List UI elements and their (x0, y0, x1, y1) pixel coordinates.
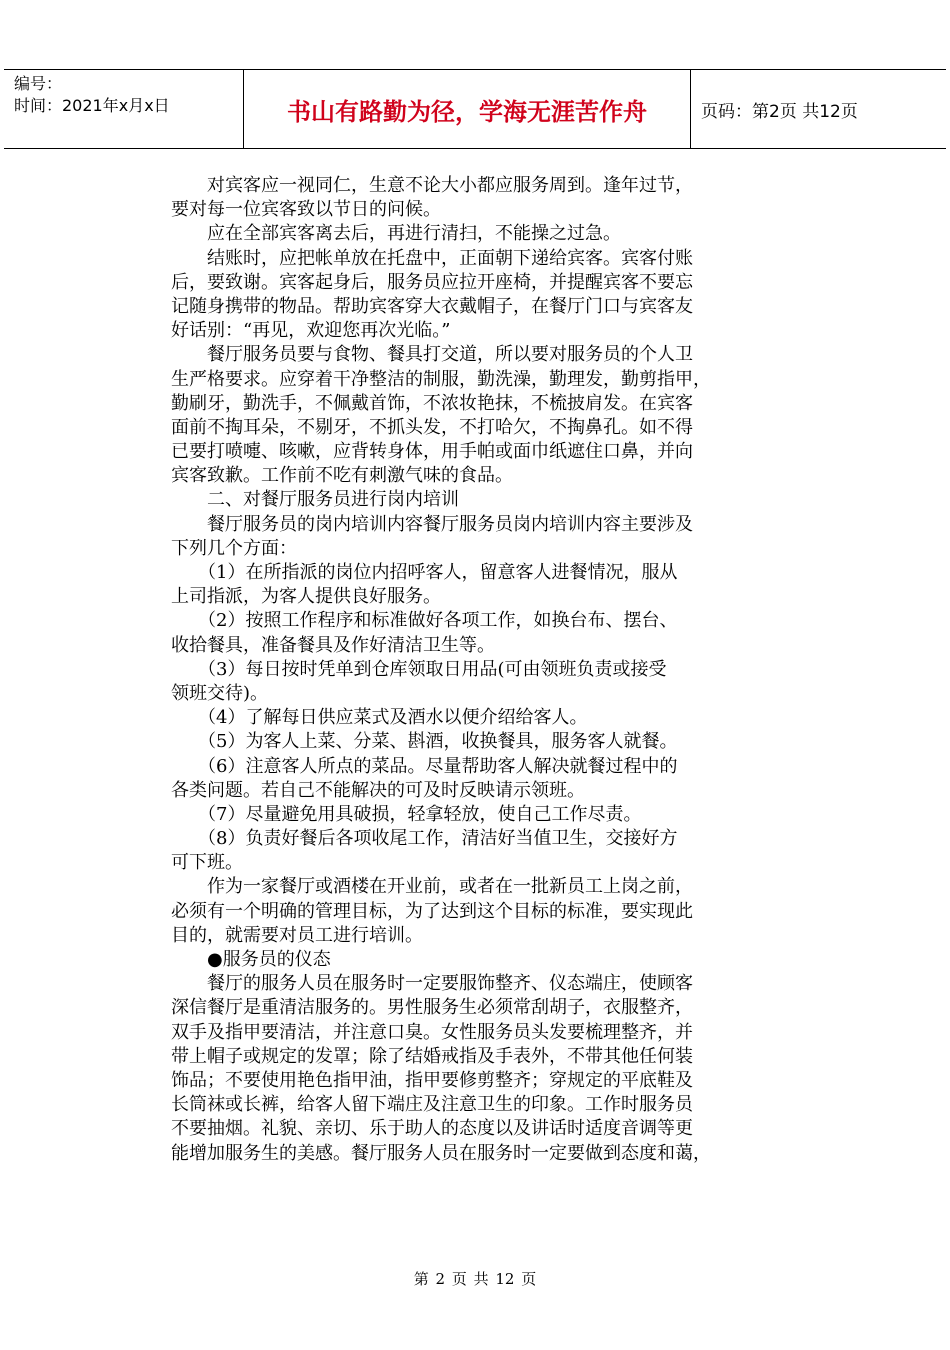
body-line: 结账时，应把帐单放在托盘中，正面朝下递给宾客。宾客付账 (171, 247, 693, 269)
body-line: 餐厅的服务人员在服务时一定要服饰整齐、仪态端庄，使顾客 (171, 973, 693, 995)
body-line: 勤刷牙，勤洗手，不佩戴首饰，不浓妆艳抹，不梳披肩发。在宾客 (171, 392, 693, 414)
body-line: 领班交待)。 (171, 682, 269, 704)
body-line: 宾客致歉。工作前不吃有刺激气味的食品。 (171, 465, 513, 487)
body-line: 已要打喷嚏、咳嗽，应背转身体，用手帕或面巾纸遮住口鼻，并向 (171, 441, 693, 463)
body-line: 记随身携带的物品。帮助宾客穿大衣戴帽子，在餐厅门口与宾客友 (171, 295, 693, 317)
body-line: 各类问题。若自己不能解决的可及时反映请示领班。 (171, 779, 585, 801)
body-line: 带上帽子或规定的发罩；除了结婚戒指及手表外，不带其他任何装 (171, 1045, 693, 1067)
body-line: 收拾餐具，准备餐具及作好清洁卫生等。 (171, 634, 495, 656)
header-page-cell (691, 70, 946, 148)
serial-number-label: 编号： (14, 74, 63, 93)
document-body (171, 174, 791, 1166)
body-line: 餐厅服务员的岗内培训内容餐厅服务员岗内培训内容主要涉及 (171, 513, 693, 535)
body-line: 要对每一位宾客致以节日的问候。 (171, 199, 441, 221)
body-line: 深信餐厅是重清洁服务的。男性服务生必须常刮胡子，衣服整齐， (171, 997, 693, 1019)
body-line: 双手及指甲要清洁，并注意口臭。女性服务员头发要梳理整齐，并 (171, 1021, 693, 1043)
body-line: 下列几个方面： (171, 537, 297, 559)
body-line: （5）为客人上菜、分菜、斟酒，收换餐具，服务客人就餐。 (171, 731, 678, 753)
body-line: （7）尽量避免用具破损，轻拿轻放，使自己工作尽责。 (171, 803, 642, 825)
body-line: （4）了解每日供应菜式及酒水以便介绍给客人。 (171, 707, 588, 729)
body-line: （8）负责好餐后各项收尾工作，清洁好当值卫生，交接好方 (171, 828, 678, 850)
body-line: 好话别：“再见，欢迎您再次光临。” (171, 320, 451, 342)
body-line: 可下班。 (171, 852, 243, 874)
date-label: 时间：2021年x月x日 (14, 96, 170, 115)
body-line: 上司指派，为客人提供良好服务。 (171, 586, 441, 608)
body-line: （1）在所指派的岗位内招呼客人，留意客人进餐情况，服从 (171, 562, 678, 583)
body-line: 面前不掏耳朵，不剔牙，不抓头发，不打哈欠，不掏鼻孔。如不得 (171, 416, 693, 438)
body-line: （2）按照工作程序和标准做好各项工作，如换台布、摆台、 (171, 610, 678, 632)
body-line: 生严格要求。应穿着干净整洁的制服，勤洗澡，勤理发，勤剪指甲， (171, 368, 711, 390)
header-motto-cell (244, 70, 691, 148)
body-line: 饰品；不要使用艳色指甲油，指甲要修剪整齐；穿规定的平底鞋及 (171, 1069, 693, 1091)
body-line: 长筒袜或长裤，给客人留下端庄及注意卫生的印象。工作时服务员 (171, 1094, 693, 1116)
body-line: ●服务员的仪态 (171, 949, 331, 970)
body-line: （3）每日按时凭单到仓库领取日用品(可由领班负责或接受 (171, 658, 667, 680)
page-footer: 第 2 页 共 12 页 (413, 1270, 537, 1288)
header-meta-cell (4, 70, 244, 148)
body-line: 必须有一个明确的管理目标，为了达到这个目标的标准，要实现此 (171, 900, 693, 922)
body-line: 能增加服务生的美感。餐厅服务人员在服务时一定要做到态度和蔼， (171, 1142, 711, 1164)
body-line: 后，要致谢。宾客起身后，服务员应拉开座椅，并提醒宾客不要忘 (171, 271, 693, 293)
body-line: （6）注意客人所点的菜品。尽量帮助客人解决就餐过程中的 (171, 755, 678, 777)
body-line: 对宾客应一视同仁，生意不论大小都应服务周到。逢年过节， (171, 175, 693, 196)
header-page-info: 页码：第2页 共12页 (701, 101, 858, 122)
body-line: 二、对餐厅服务员进行岗内培训 (171, 489, 459, 511)
page-header (4, 69, 946, 149)
body-line: 不要抽烟。礼貌、亲切、乐于助人的态度以及讲话时适度音调等更 (171, 1118, 693, 1140)
body-line: 餐厅服务员要与食物、餐具打交道，所以要对服务员的个人卫 (171, 344, 693, 366)
body-line: 目的，就需要对员工进行培训。 (171, 924, 423, 946)
body-line: 应在全部宾客离去后，再进行清扫，不能操之过急。 (171, 223, 621, 245)
body-line: 作为一家餐厅或酒楼在开业前，或者在一批新员工上岗之前， (171, 876, 693, 898)
header-motto: 书山有路勤为径，学海无涯苦作舟 (287, 97, 647, 126)
